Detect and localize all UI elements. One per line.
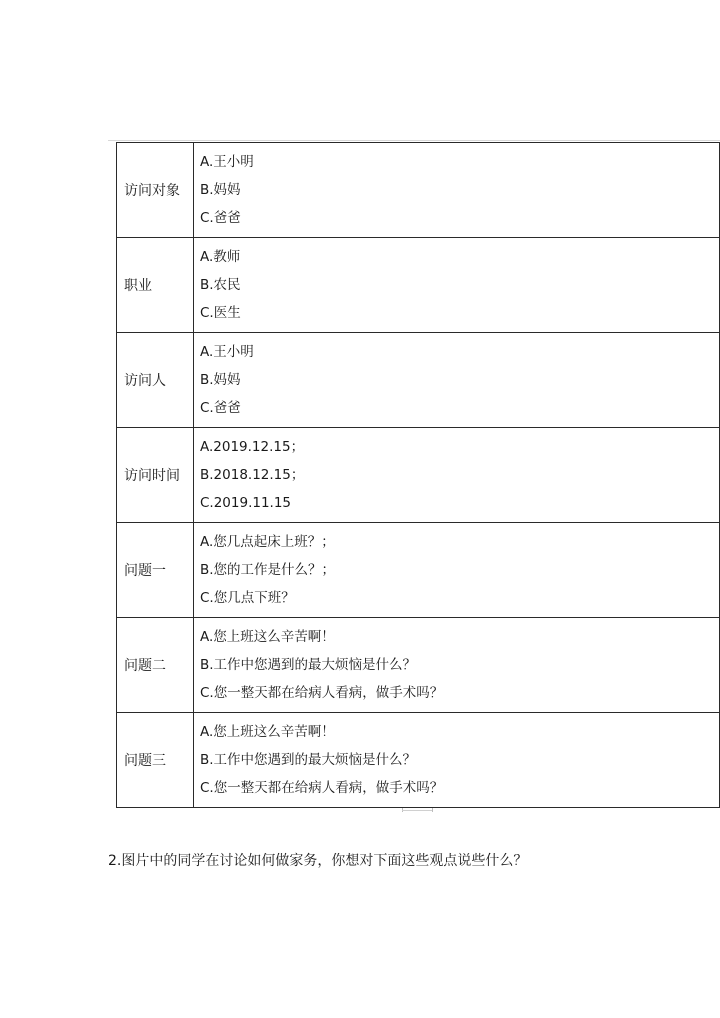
option-a: A.教师 (200, 248, 241, 265)
option-b: B.2018.12.15； (200, 466, 305, 483)
table-row (117, 143, 720, 238)
row-options (194, 333, 720, 428)
question-text: 2.图片中的同学在讨论如何做家务，你想对下面这些观点说些什么？ (108, 853, 528, 869)
scan-mark (432, 808, 433, 812)
row-options (194, 143, 720, 238)
option-c: C.您一整天都在给病人看病，做手术吗？ (200, 685, 444, 702)
table-row (117, 238, 720, 333)
option-a: A.2019.12.15； (200, 438, 305, 455)
option-c: C.爸爸 (200, 210, 241, 227)
option-b: B.妈妈 (200, 181, 241, 198)
row-options (194, 618, 720, 713)
row-label: 访问人 (117, 333, 194, 428)
top-rule (108, 140, 720, 141)
row-label: 问题二 (117, 618, 194, 713)
row-label: 问题一 (117, 523, 194, 618)
option-a: A.您几点起床上班？； (200, 533, 335, 550)
option-b: B.妈妈 (200, 371, 241, 388)
option-c: C.2019.11.15 (200, 495, 292, 512)
table-row (117, 428, 720, 523)
option-c: C.医生 (200, 305, 241, 322)
row-options (194, 713, 720, 808)
table-row (117, 333, 720, 428)
row-options (194, 428, 720, 523)
row-label: 访问时间 (117, 428, 194, 523)
option-c: C.您一整天都在给病人看病，做手术吗？ (200, 780, 444, 797)
option-b: B.工作中您遇到的最大烦恼是什么？ (200, 656, 417, 673)
row-options (194, 523, 720, 618)
option-a: A.王小明 (200, 153, 254, 170)
option-a: A.您上班这么辛苦啊！ (200, 628, 335, 645)
table-row (117, 523, 720, 618)
option-b: B.农民 (200, 276, 241, 293)
option-a: A.您上班这么辛苦啊！ (200, 723, 335, 740)
table-row (117, 713, 720, 808)
row-label: 问题三 (117, 713, 194, 808)
option-a: A.王小明 (200, 343, 254, 360)
row-label: 访问对象 (117, 143, 194, 238)
scan-mark-line (402, 810, 432, 811)
table-row (117, 618, 720, 713)
option-b: B.工作中您遇到的最大烦恼是什么？ (200, 751, 417, 768)
row-options (194, 238, 720, 333)
option-c: C.爸爸 (200, 400, 241, 417)
option-b: B.您的工作是什么？； (200, 561, 336, 578)
interview-table (116, 142, 720, 808)
row-label: 职业 (117, 238, 194, 333)
option-c: C.您几点下班？ (200, 590, 295, 607)
